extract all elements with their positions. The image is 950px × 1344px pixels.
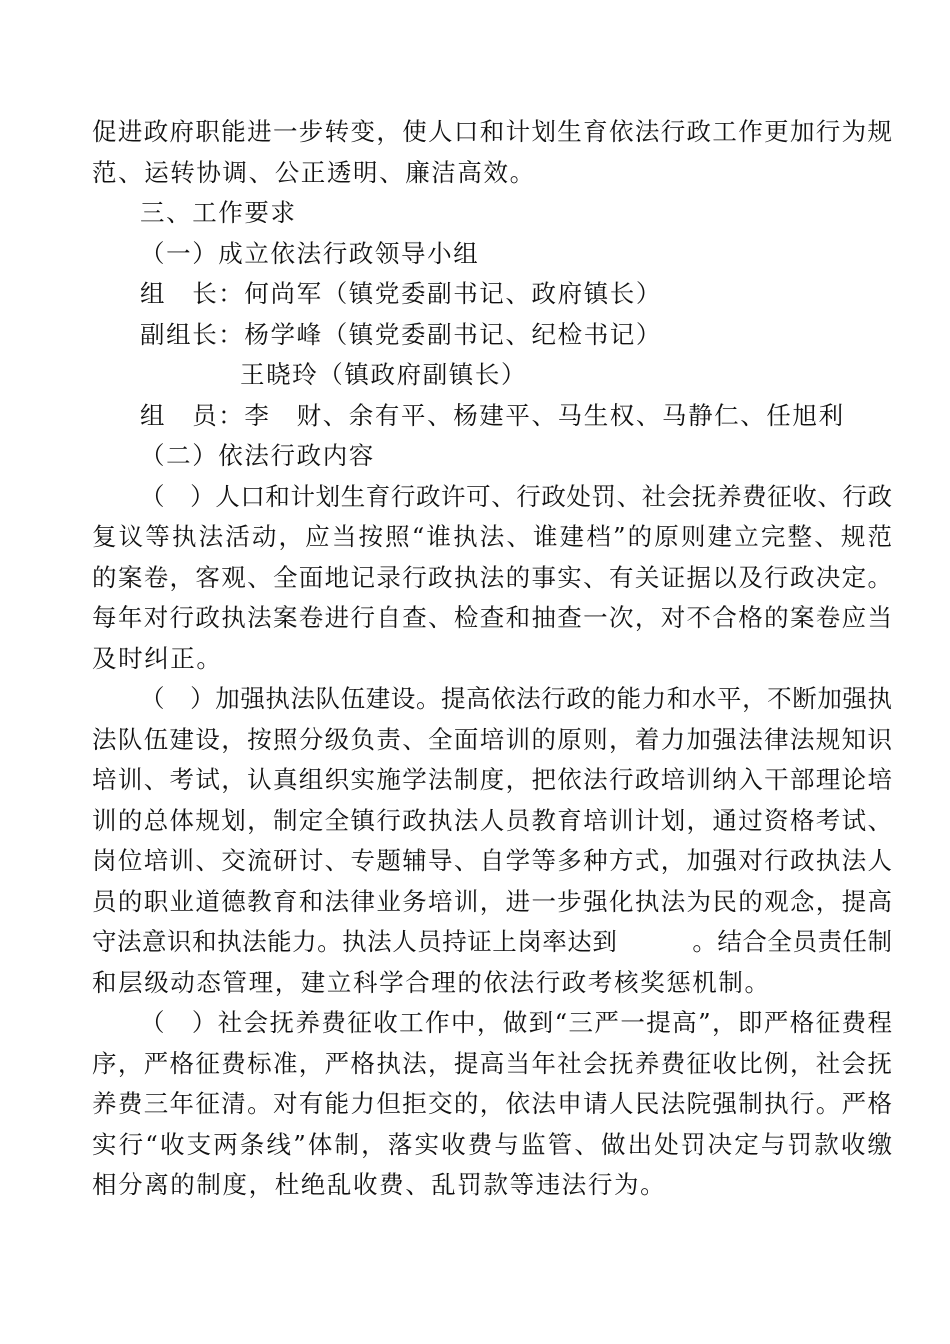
subsection-heading: （一）成立依法行政领导小组: [140, 238, 480, 268]
paragraph-line: 范、运转协调、公正透明、廉洁高效。: [92, 157, 536, 187]
deputy-leader-line-2: 王晓玲（镇政府副镇长）: [240, 360, 528, 389]
paragraph-line: （ ）加强执法队伍建设。提高依法行政的能力和水平，不断加强执: [140, 684, 892, 713]
paragraph-line: 员的职业道德教育和法律业务培训，进一步强化执法为民的观念，提高: [92, 886, 892, 916]
paragraph-line: 的案卷，客观、全面地记录行政执法的事实、有关证据以及行政决定。: [92, 562, 892, 592]
team-members-line: 组 员：李 财、余有平、杨建平、马生权、马静仁、任旭利: [140, 400, 845, 430]
paragraph-line: 促进政府职能进一步转变，使人口和计划生育依法行政工作更加行为规: [92, 117, 892, 146]
paragraph-line: 复议等执法活动，应当按照“谁执法、谁建档”的原则建立完整、规范: [92, 522, 892, 551]
paragraph-line: （ ）社会抚养费征收工作中，做到“三严一提高”，即严格征费程: [140, 1008, 892, 1037]
paragraph-line: 法队伍建设，按照分级负责、全面培训的原则，着力加强法律法规知识: [92, 724, 892, 754]
paragraph-line: 序，严格征费标准，严格执法，提高当年社会抚养费征收比例，社会抚: [92, 1048, 892, 1078]
paragraph-line: （ ）人口和计划生育行政许可、行政处罚、社会抚养费征收、行政: [140, 481, 892, 511]
paragraph-line: 养费三年征清。对有能力但拒交的，依法申请人民法院强制执行。严格: [92, 1089, 892, 1118]
subsection-heading: （二）依法行政内容: [140, 441, 375, 470]
document-page: [92, 112, 892, 1206]
paragraph-line: 守法意识和执法能力。执法人员持证上岗率达到 。结合全员责任制: [92, 927, 892, 956]
paragraph-line: 培训、考试，认真组织实施学法制度，把依法行政培训纳入干部理论培: [92, 765, 892, 794]
paragraph-line: 及时纠正。: [92, 643, 223, 673]
deputy-leader-line: 副组长：杨学峰（镇党委副书记、纪检书记）: [140, 319, 662, 349]
paragraph-line: 每年对行政执法案卷进行自查、检查和抽查一次，对不合格的案卷应当: [92, 603, 892, 632]
paragraph-line: 训的总体规划，制定全镇行政执法人员教育培训计划，通过资格考试、: [92, 805, 892, 835]
paragraph-line: 岗位培训、交流研讨、专题辅导、自学等多种方式，加强对行政执法人: [92, 846, 892, 875]
team-leader-line: 组 长：何尚军（镇党委副书记、政府镇长）: [140, 279, 662, 308]
paragraph-line: 相分离的制度，杜绝乱收费、乱罚款等违法行为。: [92, 1170, 667, 1199]
paragraph-line: 实行“收支两条线”体制，落实收费与监管、做出处罚决定与罚款收缴: [92, 1129, 892, 1159]
paragraph-line: 和层级动态管理，建立科学合理的依法行政考核奖惩机制。: [92, 967, 771, 997]
section-heading: 三、工作要求: [140, 198, 297, 227]
